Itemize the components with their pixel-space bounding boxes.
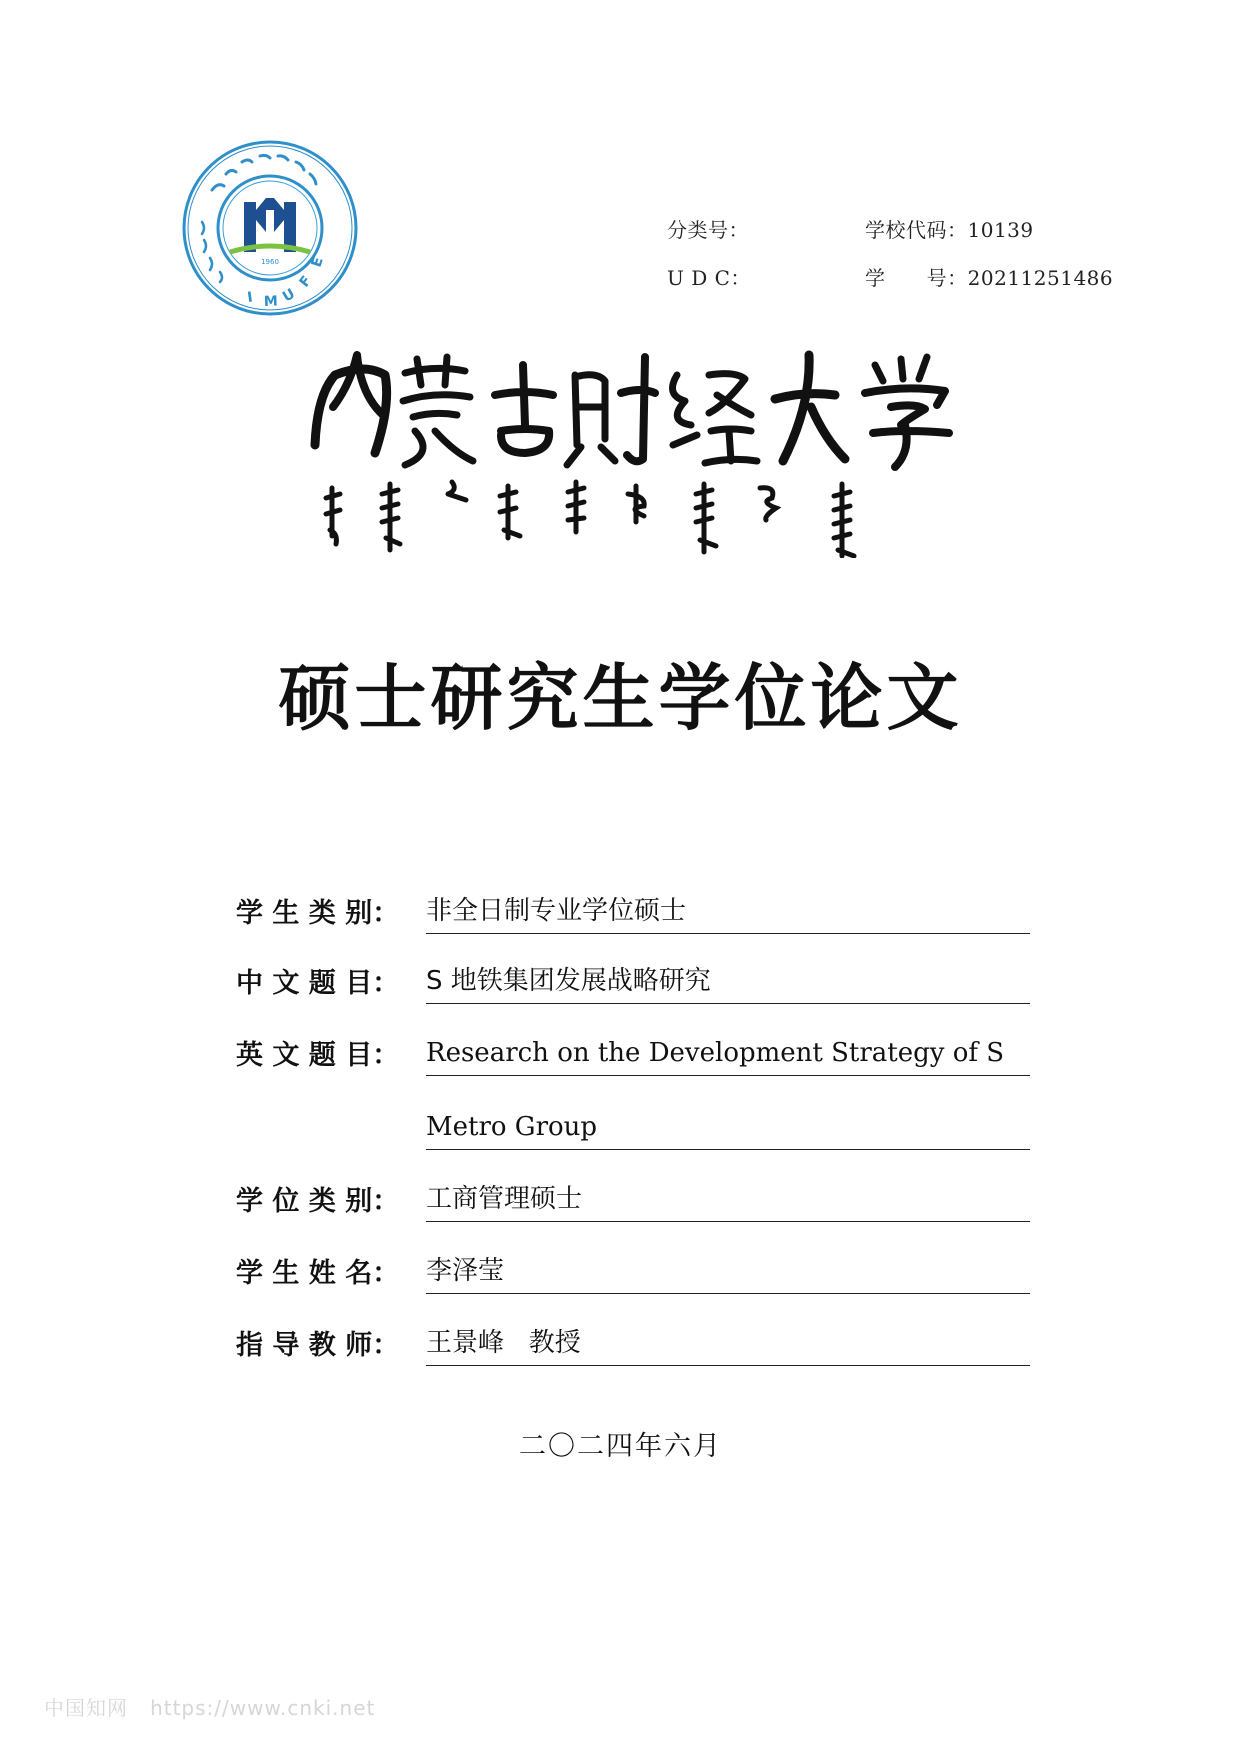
submission-date: 二〇二四年六月	[519, 1431, 722, 1462]
classification-label: 分类号：	[667, 218, 749, 242]
svg-text:E: E	[308, 255, 327, 270]
svg-text:I: I	[246, 289, 254, 306]
field-value: 非全日制专业学位硕士	[426, 889, 1030, 934]
field-label: 中 文 题 目：	[236, 968, 400, 999]
field-student-category	[236, 888, 1030, 934]
field-value: S 地铁集团发展战略研究	[426, 959, 1030, 1004]
svg-text:U: U	[280, 285, 298, 306]
classification-number	[667, 214, 749, 243]
field-chinese-title	[236, 958, 1030, 1004]
mongolian-script-name	[320, 478, 940, 558]
field-english-title	[236, 1030, 1030, 1076]
svg-text:M: M	[263, 293, 279, 310]
field-english-title-continued	[236, 1104, 1030, 1150]
thesis-type-title: 硕士研究生学位论文	[278, 656, 963, 740]
student-number-value: 20211251486	[967, 266, 1114, 290]
field-value: 李泽莹	[426, 1249, 1030, 1294]
field-label: 指 导 教 师：	[236, 1330, 400, 1361]
field-value: Metro Group	[426, 1105, 1030, 1150]
udc	[667, 262, 751, 291]
field-value: 工商管理硕士	[426, 1177, 1030, 1222]
udc-label: U D C：	[667, 266, 751, 290]
field-label: 学 位 类 别：	[236, 1186, 400, 1217]
field-student-name	[236, 1248, 1030, 1294]
school-code-label: 学校代码：	[865, 218, 968, 242]
field-degree-category	[236, 1176, 1030, 1222]
field-supervisor	[236, 1320, 1030, 1366]
cnki-watermark: 中国知网 https://www.cnki.net	[44, 1696, 376, 1720]
svg-text:1960: 1960	[261, 258, 279, 266]
university-seal-logo	[182, 140, 358, 316]
svg-text:F: F	[296, 273, 316, 291]
field-value: Research on the Development Strategy of S	[426, 1031, 1030, 1076]
school-code-value: 10139	[967, 218, 1034, 242]
field-label: 英 文 题 目：	[236, 1040, 400, 1071]
school-code	[865, 214, 1034, 243]
field-value: 王景峰 教授	[426, 1321, 1030, 1366]
student-number	[865, 262, 1113, 291]
field-label: 学 生 类 别：	[236, 898, 400, 929]
field-label: 学 生 姓 名：	[236, 1258, 400, 1289]
university-name-calligraphy	[305, 335, 965, 475]
student-number-label: 学 号：	[865, 266, 968, 290]
